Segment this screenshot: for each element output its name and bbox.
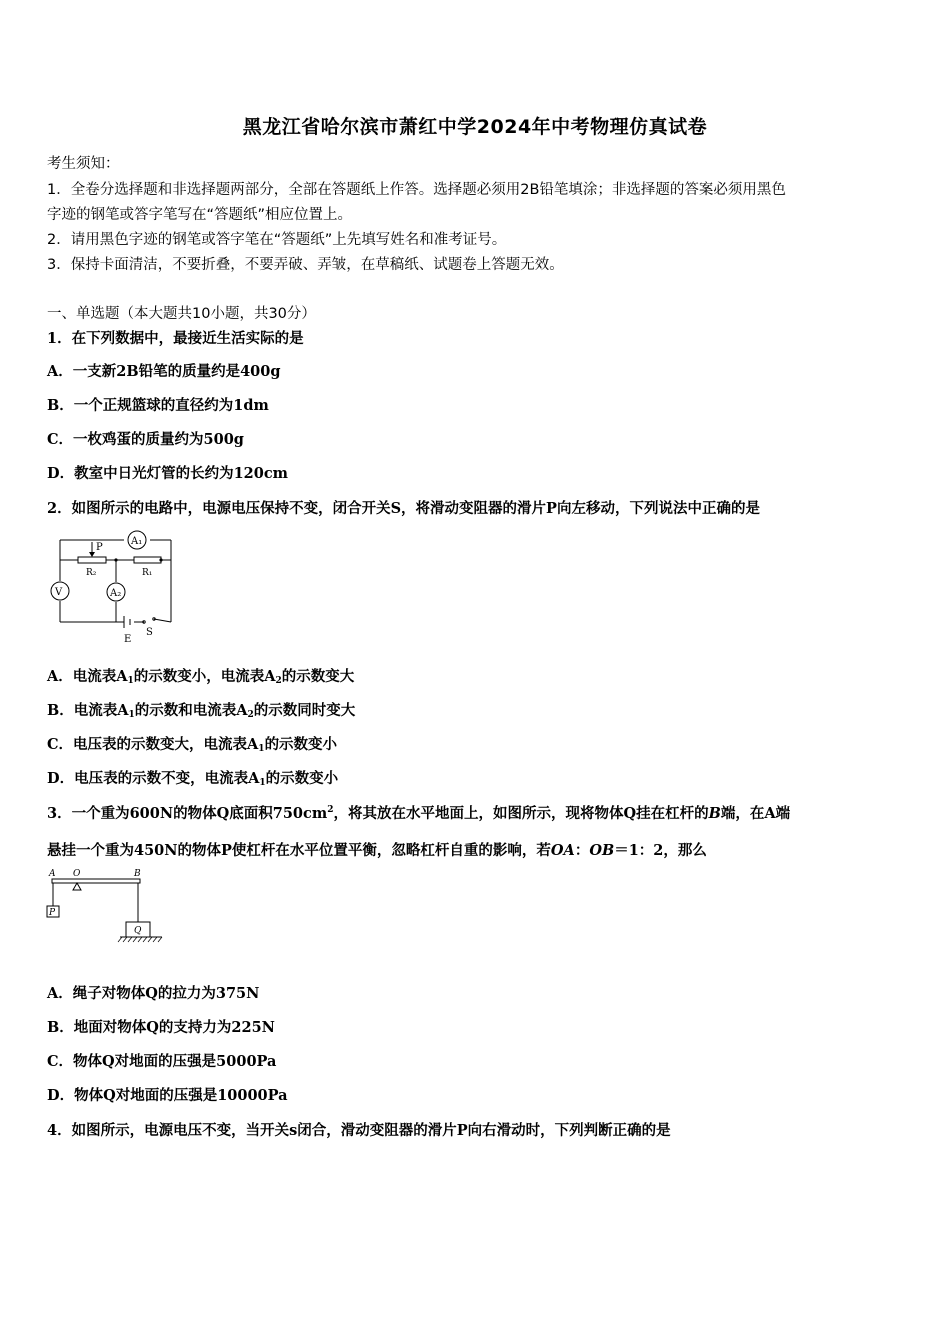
page-title: 黑龙江省哈尔滨市萧红中学2024年中考物理仿真试卷: [242, 116, 708, 138]
battery-label: E: [124, 634, 132, 645]
question-2-option-b: B．电流表$A_1$的示数和电流表$A_2$的示数同时变大: [47, 702, 356, 720]
label-r1: R₁: [142, 568, 153, 578]
question-1-stem: 1．在下列数据中，最接近生活实际的是: [47, 330, 304, 347]
question-2-option-c: C．电压表的示数变大，电流表$A_1$的示数变小: [47, 736, 338, 754]
label-o: O: [73, 869, 81, 879]
circuit-diagram-q2: [44, 528, 184, 650]
question-3-option-a: A．绳子对物体Q的拉力为375N: [47, 985, 260, 1002]
question-1-option-d: D．教室中日光灯管的长约为120cm: [47, 465, 289, 482]
label-p: P: [96, 542, 103, 553]
question-3-line-2: 悬挂一个重为450N的物体P使杠杆在水平位置平衡，忽略杠杆自重的影响，若OA：OB＝1：2，那么: [47, 842, 707, 859]
label-b: B: [134, 869, 141, 879]
question-2-option-a: A．电流表$A_1$的示数变小，电流表$A_2$的示数变大: [47, 668, 355, 686]
question-2-stem: 2．如图所示的电路中，电源电压保持不变，闭合开关S，将滑动变阻器的滑片P向左移动，下列说法中正确的是: [47, 500, 760, 517]
label-q: Q: [134, 926, 142, 936]
switch-label: S: [146, 627, 153, 638]
question-3-line-1: 3．一个重为600N的物体Q底面积$750cm^2$，将其放在水平地面上，如图所示，现将物体Q挂在杠杆的B端，在A端: [47, 805, 791, 822]
question-3-option-c: C．物体Q对地面的压强是5000Pa: [47, 1053, 277, 1070]
notice-item-3: 3．保持卡面清洁，不要折叠，不要弄破、弄皱，在草稿纸、试题卷上答题无效。: [47, 257, 564, 273]
voltmeter-label: V: [55, 587, 63, 598]
section-heading: 一、单选题（本大题共10小题，共30分）: [47, 306, 316, 322]
question-1-option-c: C．一枚鸡蛋的质量约为500g: [47, 431, 244, 448]
lever-diagram-q3: [44, 866, 170, 948]
lever-bar: [52, 879, 140, 883]
question-1-option-b: B．一个正规篮球的直径约为1dm: [47, 397, 269, 414]
notice-heading: 考生须知：: [47, 156, 120, 172]
label-a: A: [49, 869, 56, 879]
question-2-option-d: D．电压表的示数不变，电流表$A_1$的示数变小: [47, 770, 339, 788]
question-3-option-d: D．物体Q对地面的压强是10000Pa: [47, 1087, 288, 1104]
slider-arrow-icon: [89, 552, 95, 557]
question-3-option-b: B．地面对物体Q的支持力为225N: [47, 1019, 275, 1036]
ammeter-a2-label: A₂: [110, 588, 122, 599]
notice-item-1-line-1: 1．全卷分选择题和非选择题两部分，全部在答题纸上作答。选择题必须用2B铅笔填涂；非选择题的答案必须用黑色: [47, 182, 786, 198]
question-4-stem: 4．如图所示，电源电压不变，当开关s闭合，滑动变阻器的滑片P向右滑动时，下列判断正确的是: [47, 1122, 671, 1139]
notice-item-2: 2．请用黑色字迹的钢笔或答字笔在“答题纸”上先填写姓名和准考证号。: [47, 232, 507, 248]
label-p: P: [49, 908, 56, 918]
label-r2: R₂: [86, 568, 97, 578]
ammeter-a1-label: A₁: [131, 536, 143, 547]
question-1-option-a: A．一支新2B铅笔的质量约是400g: [47, 363, 281, 380]
notice-item-1-line-2: 字迹的钢笔或答字笔写在“答题纸”相应位置上。: [47, 207, 353, 223]
fulcrum-icon: [73, 883, 81, 890]
